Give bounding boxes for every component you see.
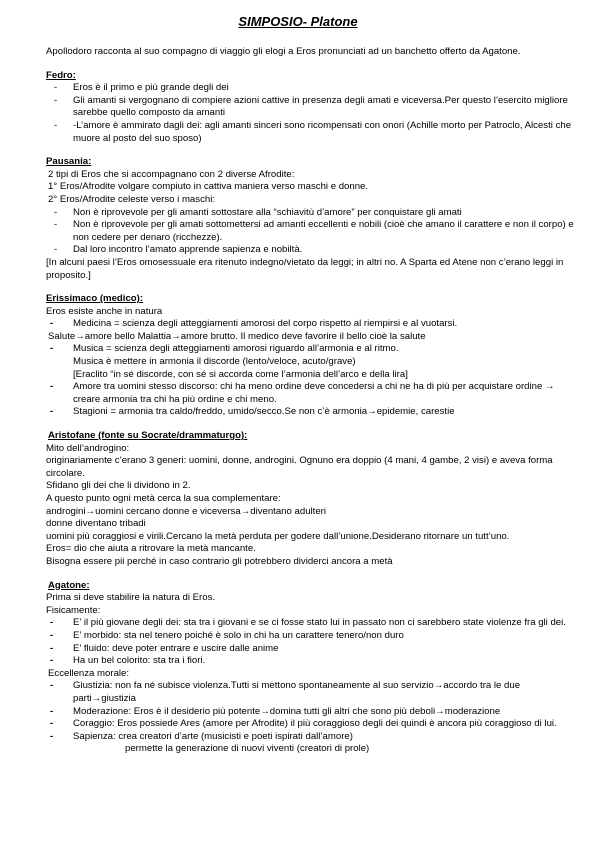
heading-fedro: Fedro: [46,69,76,81]
list-item: - Moderazione: Eros è il desiderio più potente→domina tutti gli altri che sono più deboli→moderazione [50,705,501,717]
dash-marker: - [50,381,54,393]
section-agatone [46,580,574,756]
list-item: - E’ il più giovane degli dei: sta tra i giovani e se ci fosse stato lui in passato non ci sarebbero state violenze fra gli dei. [50,617,566,629]
sub-line: [Eraclito “in sé discorde, con sé si accorda come l’armonia dell’arco e della lira] [73,368,408,380]
dash-marker: - [50,730,54,742]
intro-section [46,46,574,59]
text-line: 1° Eros/Afrodite volgare compiuto in cattiva maniera verso maschi e donne. [48,181,369,193]
dash-marker: - [50,406,54,418]
list-item: - Sapienza: crea creatori d’arte (musicisti e poeti ispirati dall’amore) [50,730,353,742]
section-fedro [46,70,574,146]
dash-marker: - [50,655,54,667]
text-line: A questo punto ogni metà cerca la sua complementare: [46,493,281,504]
heading-agatone: Agatone: [48,579,90,591]
list-item: - Giustizia: non fa né subisce violenza.Tutti si mettono spontaneamente al suo servizio→accordo tra le due parti→giustizia [50,680,521,704]
text-line: Eros esiste anche in natura [46,305,163,317]
note-paragraph: [In alcuni paesi l’Eros omosessuale era ritenuto indegno/vietato da leggi; in altri no. A Sparta ed Atene non c’erano leggi in proposito.] [46,256,564,281]
text-line: androgini→uomini cercano donne e viceversa→diventano adulteri [46,505,326,517]
dash-marker: - [50,318,54,330]
list-item: - Amore tra uomini stesso discorso: chi ha meno ordine deve concedersi a chi ne ha di più per acquistare ordine → creare armonia tra chi ha più ordine e chi meno. [50,381,555,405]
dash-marker: - [50,642,54,654]
list-item: - Musica = scienza degli atteggiamenti amorosi riguardo all’armonia e al ritmo. [50,343,399,355]
dash-marker: - [50,343,54,355]
text-line: originariamente c’erano 3 generi: uomini, donne, androgini. Ognuno era doppio (4 mani, 4 gambe, 2 visi) e aveva forma circolare. [46,455,553,479]
heading-pausania: Pausania: [46,156,92,168]
text-line: Sfidano gli dei che li dividono in 2. [46,480,191,492]
section-erissimaco [46,293,574,419]
dash-marker: - [54,119,58,131]
section-pausania [46,156,574,282]
text-line: Eros= dio che aiuta a ritrovare la metà mancante. [46,543,256,555]
text-line: Fisicamente: [46,604,101,616]
list-item: - -L’amore è ammirato dagli dei: agli amanti sinceri sono ricompensati con onori (Achille morto per Patroclo, Alcesti che muore al posto del suo sposo) [54,119,572,144]
list-item: - Ha un bel colorito: sta tra i fiori. [50,655,206,667]
intro-paragraph: Apollodoro racconta al suo compagno di viaggio gli elogi a Eros pronunciati ad un banchetto offerto da Agatone. [46,46,521,57]
text-line: Salute→amore bello Malattia→amore brutto. Il medico deve favorire il bello cioè la salute [48,330,426,342]
text-line: uomini più coraggiosi e virili.Cercano la metà perduta per godere dall’unione.Desiderano ritornare un tutt’uno. [46,530,510,542]
list-item: - Eros è il primo e più grande degli dei [54,82,229,94]
text-line: 2° Eros/Afrodite celeste verso i maschi: [48,193,215,205]
list-item: - Coraggio: Eros possiede Ares (amore per Afrodite) il più coraggioso degli dei quindi è ancora più coraggioso di lui. [50,718,557,730]
text-line: Eccellenza morale: [48,667,130,679]
list-item: - Gli amanti si vergognano di compiere azioni cattive in presenza degli amati e viceversa.Per questo l’esercito migliore sarebbe quello composto da amanti [54,94,568,119]
list-item: - E’ morbido: sta nel tenero poiché è solo in chi ha un carattere tenero/non duro [50,629,404,641]
sub-line: permette la generazione di nuovi viventi (creatori di prole) [125,743,370,755]
document-title: SIMPOSIO- Platone [238,14,358,29]
dash-marker: - [54,82,58,94]
dash-marker: - [50,718,54,730]
dash-marker: - [50,705,54,717]
text-line: 2 tipi di Eros che si accompagnano con 2 diverse Afrodite: [48,168,295,180]
list-item: - Non è riprovevole per gli amati sottomettersi ad amanti eccellenti e nobili (cioè che amano il carattere e non il corpo) e non cedere per denaro (ricchezze). [54,219,574,243]
dash-marker: - [50,680,54,692]
dash-marker: - [50,617,54,629]
dash-marker: - [54,219,58,231]
heading-aristofane: Aristofane (fonte su Socrate/drammaturgo): [48,430,248,442]
dash-marker: - [50,629,54,641]
list-item: - Stagioni = armonia tra caldo/freddo, umido/secco.Se non c’è armonia→epidemie, carestie [50,406,455,418]
list-item: - E’ fluido: deve poter entrare e uscire dalle anime [50,642,279,654]
text-line: donne diventano tribadi [46,518,146,530]
dash-marker: - [54,244,58,256]
list-item: - Dal loro incontro l’amato apprende sapienza e nobiltà. [54,244,303,256]
dash-marker: - [54,94,58,106]
list-item: - Medicina = scienza degli atteggiamenti amorosi del corpo rispetto al riempirsi e al vuotarsi. [50,318,458,330]
text-line: Prima si deve stabilire la natura di Eros. [46,592,216,604]
document-body [46,46,574,756]
text-line: Bisogna essere pii perché in caso contrario gli potrebbero dividerci ancora a metà [46,555,393,567]
heading-erissimaco: Erissimaco (medico): [46,293,144,305]
sub-line: Musica è mettere in armonia il discorde (lento/veloce, acuto/grave) [73,356,356,368]
section-aristofane [46,430,574,569]
text-line: Mito dell’androgino: [46,442,130,454]
dash-marker: - [54,206,58,218]
list-item: - Non è riprovevole per gli amanti sottostare alla “schiavitù d’amore” per conquistare gli amati [54,206,462,218]
